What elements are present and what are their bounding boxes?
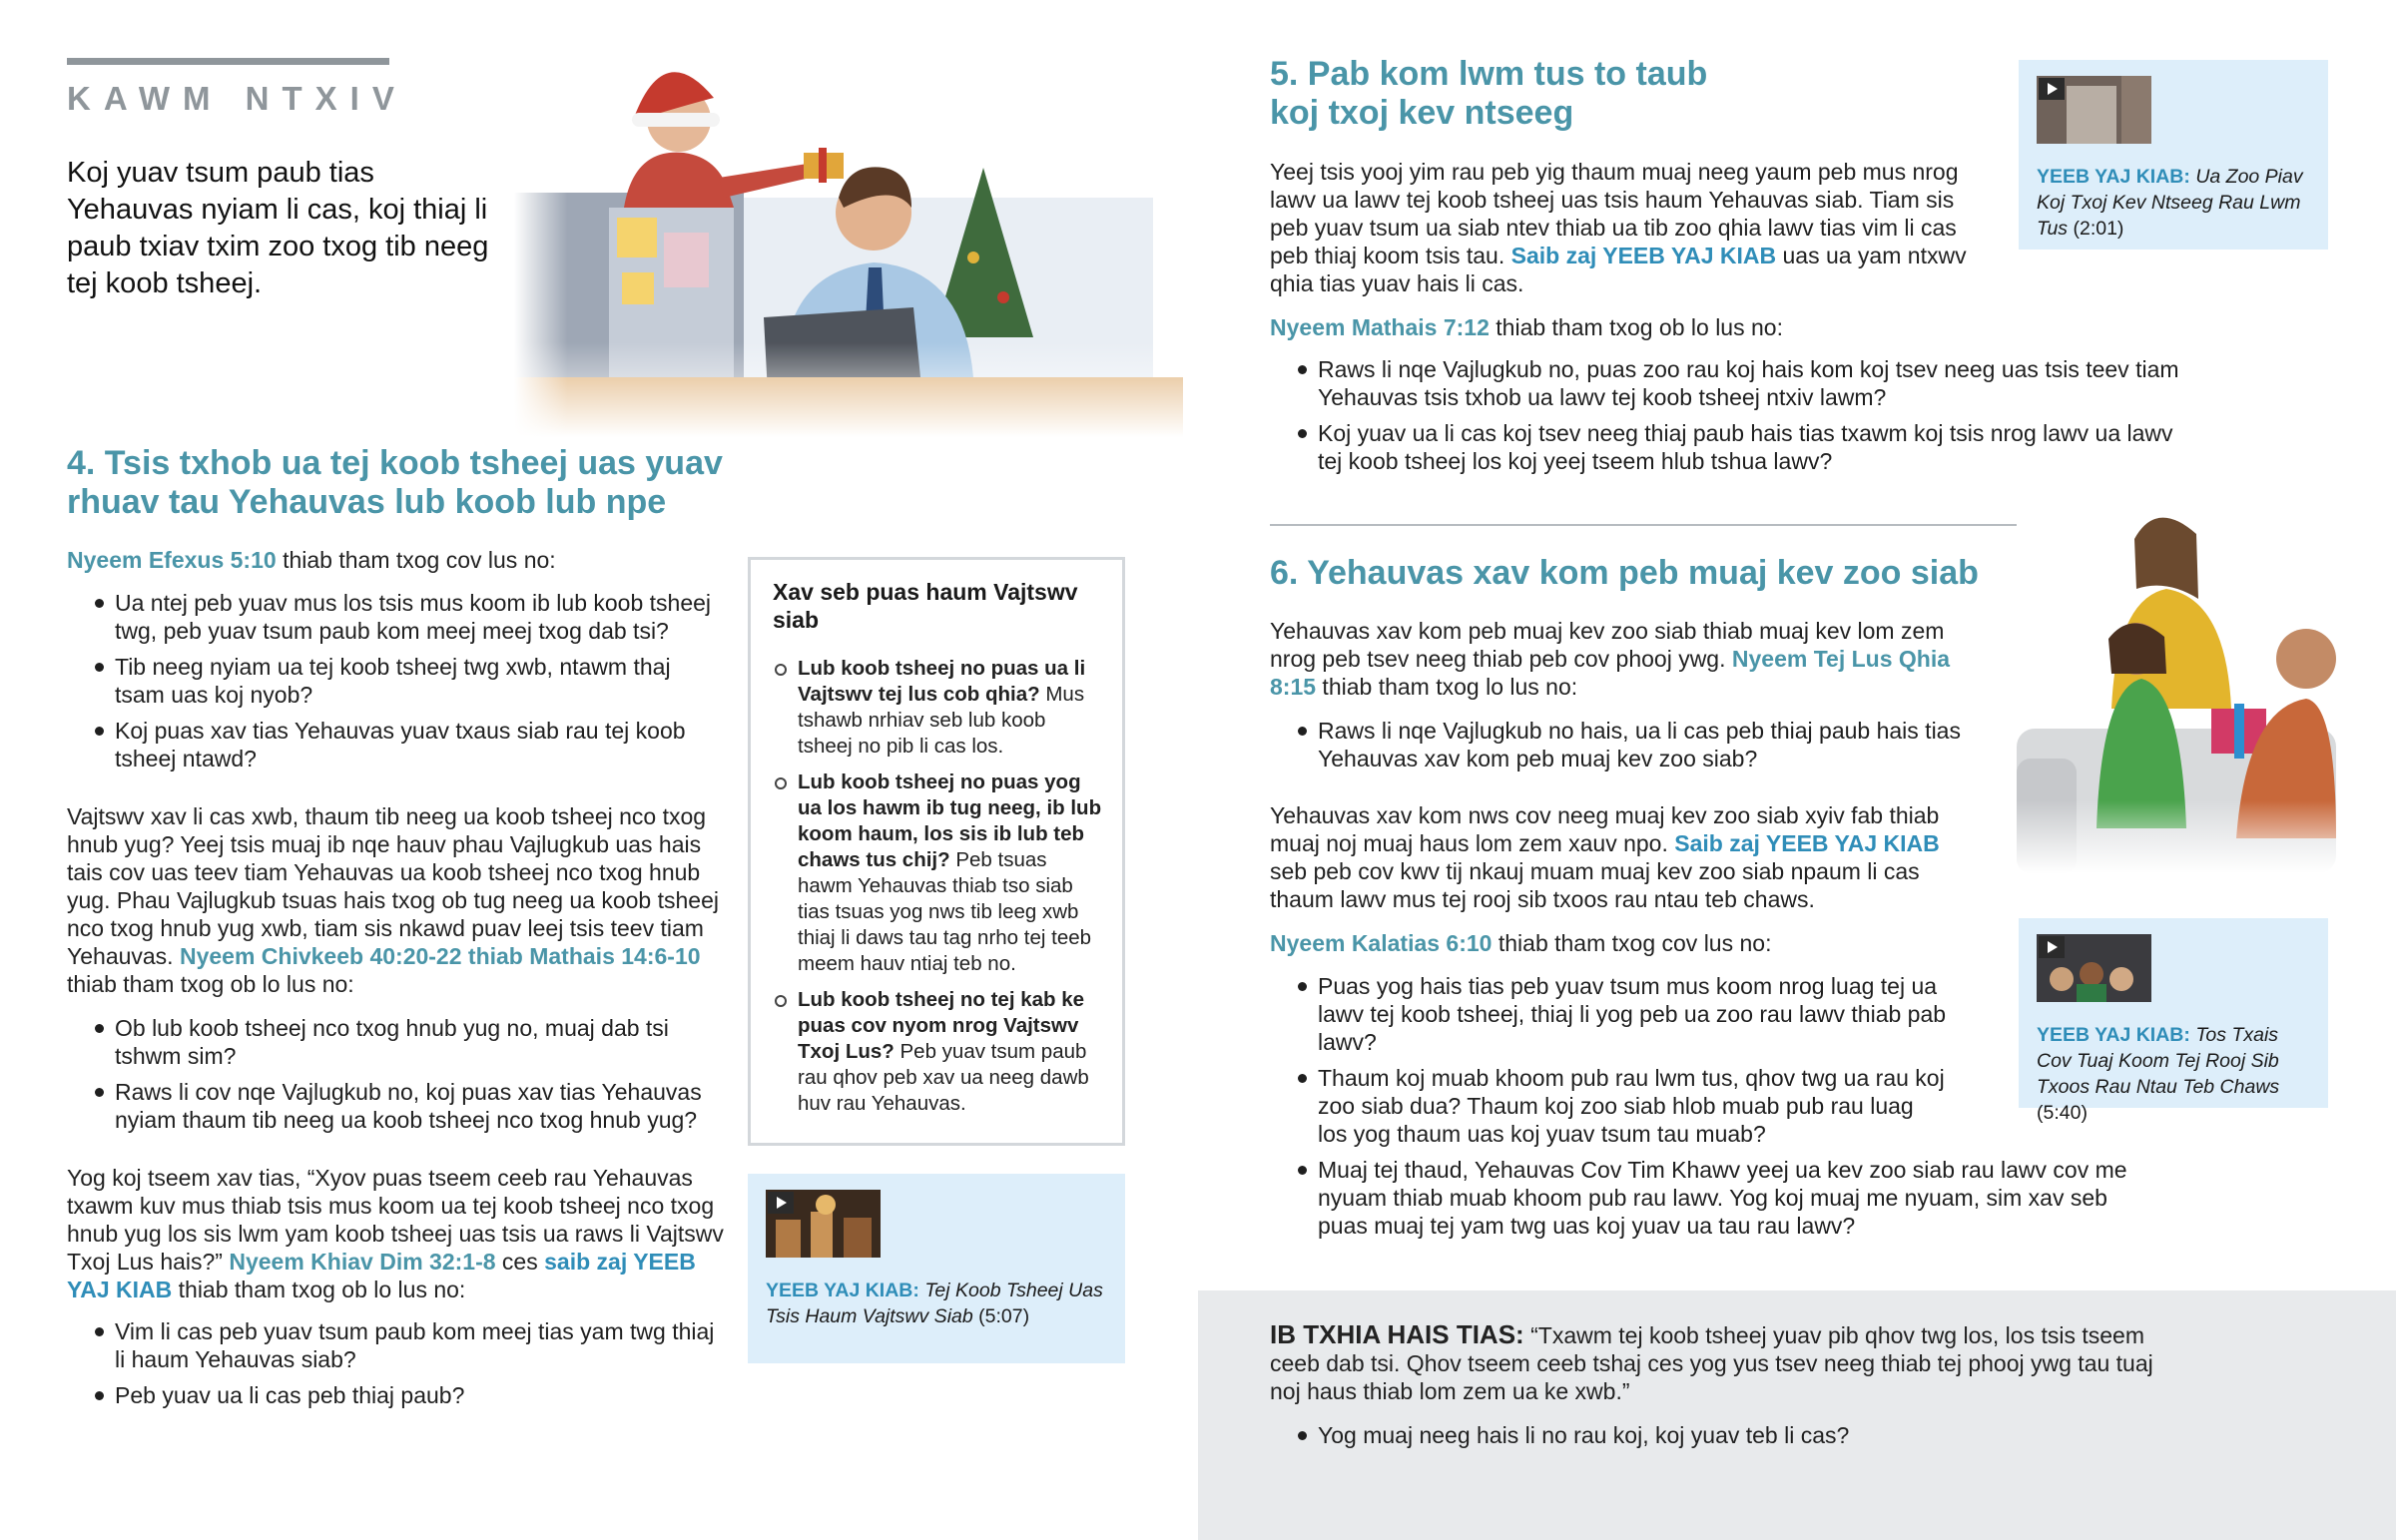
read-instruction: thiab tham txog ob lo lus no:: [1489, 314, 1783, 340]
video-thumbnail[interactable]: [2037, 934, 2151, 1002]
question-item: Peb yuav ua li cas peb thiaj paub?: [67, 1381, 726, 1409]
video-duration: (2:01): [2068, 218, 2124, 240]
read-instruction: thiab tham txog lo lus no:: [1316, 674, 1578, 700]
paragraph-text: Yehauvas xav kom peb muaj kev zoo siab thiab muaj kev lom zem nrog peb tsev neeg thiab peb cov phooj ywg.: [1270, 618, 1945, 672]
lesson-intro: Koj yuav tsum paub tias Yehauvas nyiam li cas, koj thiaj li paub txiav txim zoo txog tib neeg tej koob tsheej.: [67, 157, 489, 299]
sidebar-item: [773, 987, 1102, 1117]
scripture-link[interactable]: Nyeem Kalatias 6:10: [1270, 930, 1493, 956]
paragraph-text: seb peb cov kwv tij nkauj muam muaj kev zoo siab npaum li cas thaum lawv mus tej rooj sib txoos rau ntau teb chaws.: [1270, 858, 1920, 912]
scripture-link[interactable]: Nyeem Khiav Dim 32:1-8: [229, 1249, 496, 1275]
video-box-left[interactable]: [748, 1174, 1125, 1363]
sidebar-item: [773, 656, 1102, 760]
video-title[interactable]: Ua Zoo Piav Koj Txoj Kev Ntseeg Rau Lwm Tus: [2037, 166, 2303, 240]
summary-text: [1270, 1320, 2188, 1405]
summary-quote: “Txawm tej koob tsheej yuav pib qhov twg los, los tsis tseem ceeb dab tsi. Qhov tseem ceeb tshaj ces yog yus tsev neeg thiab tej phooj ywg tau tuaj noj haus thiab lom zem ua ke xwb.”: [1270, 1322, 2153, 1404]
video-caption: [2037, 1022, 2310, 1126]
question-item: Koj yuav ua li cas koj tsev neeg thiaj paub hais tias txawm koj tsis nrog lawv ua lawv tej koob tsheej los koj yeej tseem hlub tshua lawv?: [1270, 419, 2188, 475]
family-gift-illustration: [2017, 509, 2336, 873]
section6-questions2: [1270, 972, 2128, 1248]
section4-read: [67, 546, 726, 574]
video-link[interactable]: saib zaj YEEB YAJ KIAB: [67, 1249, 696, 1302]
section5-read: [1270, 313, 2268, 341]
scripture-link[interactable]: Nyeem Tej Lus Qhia 8:15: [1270, 646, 1951, 700]
video-link[interactable]: Saib zaj YEEB YAJ KIAB: [1674, 830, 1940, 856]
sidebar-answer: Mus tshawb nrhiav seb lub koob tsheej no pib li cas los.: [798, 683, 1085, 758]
video-caption: [2037, 164, 2310, 242]
video-thumbnail[interactable]: [2037, 76, 2151, 144]
section4-questions2: [67, 1014, 726, 1142]
section4-questions1: [67, 589, 726, 780]
section6-read: [1270, 929, 1969, 957]
paragraph-text: Yeej tsis yooj yim rau peb yig thaum muaj neeg yaum peb mus nrog lawv ua lawv tej koob tsheej uas tsis haum Yehauvas siab. Tiam sis peb yuav tsum ua siab ntev thiab ua tib zoo qhia lawv tias vim li cas peb thiaj koom tsis tau.: [1270, 159, 1959, 268]
section5-title-line2: koj txoj kev ntseeg: [1270, 94, 1574, 132]
lesson-rule: [67, 58, 389, 65]
read-instruction: thiab tham txog ob lo lus no:: [67, 971, 354, 997]
video-thumbnail[interactable]: [766, 1190, 881, 1258]
play-icon[interactable]: [768, 1192, 794, 1214]
video-title[interactable]: Tos Txais Cov Tuaj Koom Tej Rooj Sib Txoos Rau Ntau Teb Chaws: [2037, 1024, 2280, 1098]
read-instruction: thiab tham txog ob lo lus no:: [172, 1277, 466, 1302]
question-item: Thaum koj muab khoom pub rau lwm tus, qhov twg ua rau koj zoo siab dua? Thaum koj zoo siab hlob muab pub rau luag los yog thaum uas koj yuav tsum tau muab?: [1270, 1064, 1949, 1148]
video-duration: (5:40): [2037, 1102, 2088, 1124]
video-label: YEEB YAJ KIAB:: [2037, 1024, 2190, 1046]
video-box-top[interactable]: [2019, 60, 2328, 250]
sidebar-box: [748, 557, 1125, 1146]
question-item: Puas yog hais tias peb yuav tsum mus koom nrog luag tej ua lawv tej koob tsheej, thiaj li yog peb ua zoo rau lawv thiab pab lawv?: [1270, 972, 1949, 1056]
question-item: Muaj tej thaud, Yehauvas Cov Tim Khawv yeej ua kev zoo siab rau lawv cov me nyuam thiab muab khoom pub rau lawv. Yog koj muaj me nyuam, sim xav seb puas muaj tej yam twg uas koj yuav ua tau rau lawv?: [1270, 1156, 2128, 1240]
read-instruction: thiab tham txog cov lus no:: [1492, 930, 1772, 956]
scripture-link[interactable]: Nyeem Chivkeeb 40:20-22 thiab Mathais 14:6-10: [179, 943, 701, 969]
section5-title: [1270, 55, 1869, 133]
section6-paragraph2: [1270, 801, 1969, 913]
question-item: Tib neeg nyiam ua tej koob tsheej twg xwb, ntawm thaj tsam uas koj nyob?: [67, 653, 726, 709]
paragraph-text: uas ua yam ntxwv qhia tias yuav hais li cas.: [1270, 243, 1967, 296]
sidebar-question: Lub koob tsheej no puas yog ua los hawm ib tug neeg, ib lub koom haum, los sis ib lub teb chaws tus chij?: [798, 770, 1102, 871]
sidebar-item: [773, 770, 1102, 977]
video-title[interactable]: Tej Koob Tsheej Uas Tsis Haum Vajtswv Siab: [766, 1280, 1103, 1327]
section4-title: 4. Tsis txhob ua tej koob tsheej uas yuav rhuav tau Yehauvas lub koob lub npe: [67, 444, 723, 521]
video-label: YEEB YAJ KIAB:: [2037, 166, 2190, 188]
paragraph-text: Yehauvas xav kom nws cov neeg muaj kev zoo siab xyiv fab thiab muaj noj muaj haus lom zem xauv npo.: [1270, 802, 1940, 856]
question-item: Raws li nqe Vajlugkub no, puas zoo rau koj hais kom koj tsev neeg uas tsis teev tiam Yehauvas tsis txhob ua lawv tej koob tsheej ntxiv lawm?: [1270, 355, 2188, 411]
section5-questions: [1270, 355, 2188, 483]
question-item: Raws li cov nqe Vajlugkub no, koj puas xav tias Yehauvas nyiam thaum tib neeg ua koob tsheej nco txog hnub yug?: [67, 1078, 726, 1134]
paragraph-text: Vajtswv xav li cas xwb, thaum tib neeg ua koob tsheej nco txog hnub yug? Yeej tsis muaj ib nqe hauv phau Vajlugkub uas hais tais cov uas teev tiam Yehauvas ua koob tsheej nco txog hnub yug. Phau Vajlugkub tsuas hais txog ob tug neeg ua koob tsheej nco txog hnub yug xwb, tiam sis nkawd puav leej tsis teev tiam Yehauvas.: [67, 803, 719, 969]
video-duration: (5:07): [972, 1305, 1030, 1327]
section6-paragraph1: [1270, 617, 1959, 701]
read-instruction: thiab tham txog cov lus no:: [276, 547, 556, 573]
question-item: Ua ntej peb yuav mus los tsis mus koom ib lub koob tsheej twg, peb yuav tsum paub kom meej meej txog dab tsi?: [67, 589, 726, 645]
section6-questions1: [1270, 717, 1979, 780]
scripture-link[interactable]: Nyeem Mathais 7:12: [1270, 314, 1490, 340]
section4-questions3: [67, 1317, 726, 1417]
section6-title: 6. Yehauvas xav kom peb muaj kev zoo siab: [1270, 554, 1979, 592]
sidebar-answer: Peb yuav tsum paub rau qhov peb xav ua neeg dawb huv rau Yehauvas.: [798, 1040, 1089, 1115]
question-item: Ob lub koob tsheej nco txog hnub yug no, muaj dab tsi tshwm sim?: [67, 1014, 726, 1070]
video-link[interactable]: Saib zaj YEEB YAJ KIAB: [1510, 243, 1777, 268]
question-item: Yog muaj neeg hais li no rau koj, koj yuav teb li cas?: [1270, 1421, 2188, 1449]
section4-paragraph2: [67, 802, 726, 998]
sidebar-list: [773, 656, 1102, 1117]
play-icon[interactable]: [2039, 78, 2065, 100]
paragraph-text: Yog koj tseem xav tias, “Xyov puas tseem ceeb rau Yehauvas txawm kuv mus thiab tsis mus koom ua tej koob tsheej nco txog hnub yug los sis lwm yam koob tsheej uas tsis ua raws li Vajtswv Txoj Lus hais?”: [67, 1165, 724, 1275]
question-item: Raws li nqe Vajlugkub no hais, ua li cas peb thiaj paub hais tias Yehauvas xav kom peb muaj kev zoo siab?: [1270, 717, 1979, 772]
sidebar-question: Lub koob tsheej no tej kab ke puas cov nyom nrog Vajtswv Txoj Lus?: [798, 988, 1085, 1063]
video-caption: [766, 1278, 1107, 1329]
section5-title-line1: 5. Pab kom lwm tus to taub: [1270, 55, 1708, 93]
summary-questions: [1270, 1421, 2188, 1457]
section4-paragraph3: [67, 1164, 726, 1303]
question-item: Koj puas xav tias Yehauvas yuav txaus siab rau tej koob tsheej ntawd?: [67, 717, 726, 772]
sidebar-title: Xav seb puas haum Vajtswv siab: [773, 579, 1078, 633]
question-item: Vim li cas peb yuav tsum paub kom meej tias yam twg thiaj li haum Yehauvas siab?: [67, 1317, 726, 1373]
office-gift-illustration: [514, 58, 1183, 437]
lesson-label: KAWM NTXIV: [67, 80, 407, 117]
paragraph-text: ces: [495, 1249, 545, 1275]
sidebar-answer: Peb tsuas hawm Yehauvas thiab tso siab tias tsuas yog nws tib leeg xwb thiaj li daws tau tag nrho tej teeb meem hauv ntiaj teb no.: [798, 848, 1092, 975]
play-icon[interactable]: [2039, 936, 2065, 958]
video-box-mid[interactable]: [2019, 918, 2328, 1124]
video-label: YEEB YAJ KIAB:: [766, 1280, 919, 1301]
scripture-link[interactable]: Nyeem Efexus 5:10: [67, 547, 277, 573]
sidebar-question: Lub koob tsheej no puas ua li Vajtswv tej lus cob qhia?: [798, 657, 1086, 706]
section5-paragraph: [1270, 158, 1969, 297]
summary-label: IB TXHIA HAIS TIAS:: [1270, 1319, 1524, 1349]
